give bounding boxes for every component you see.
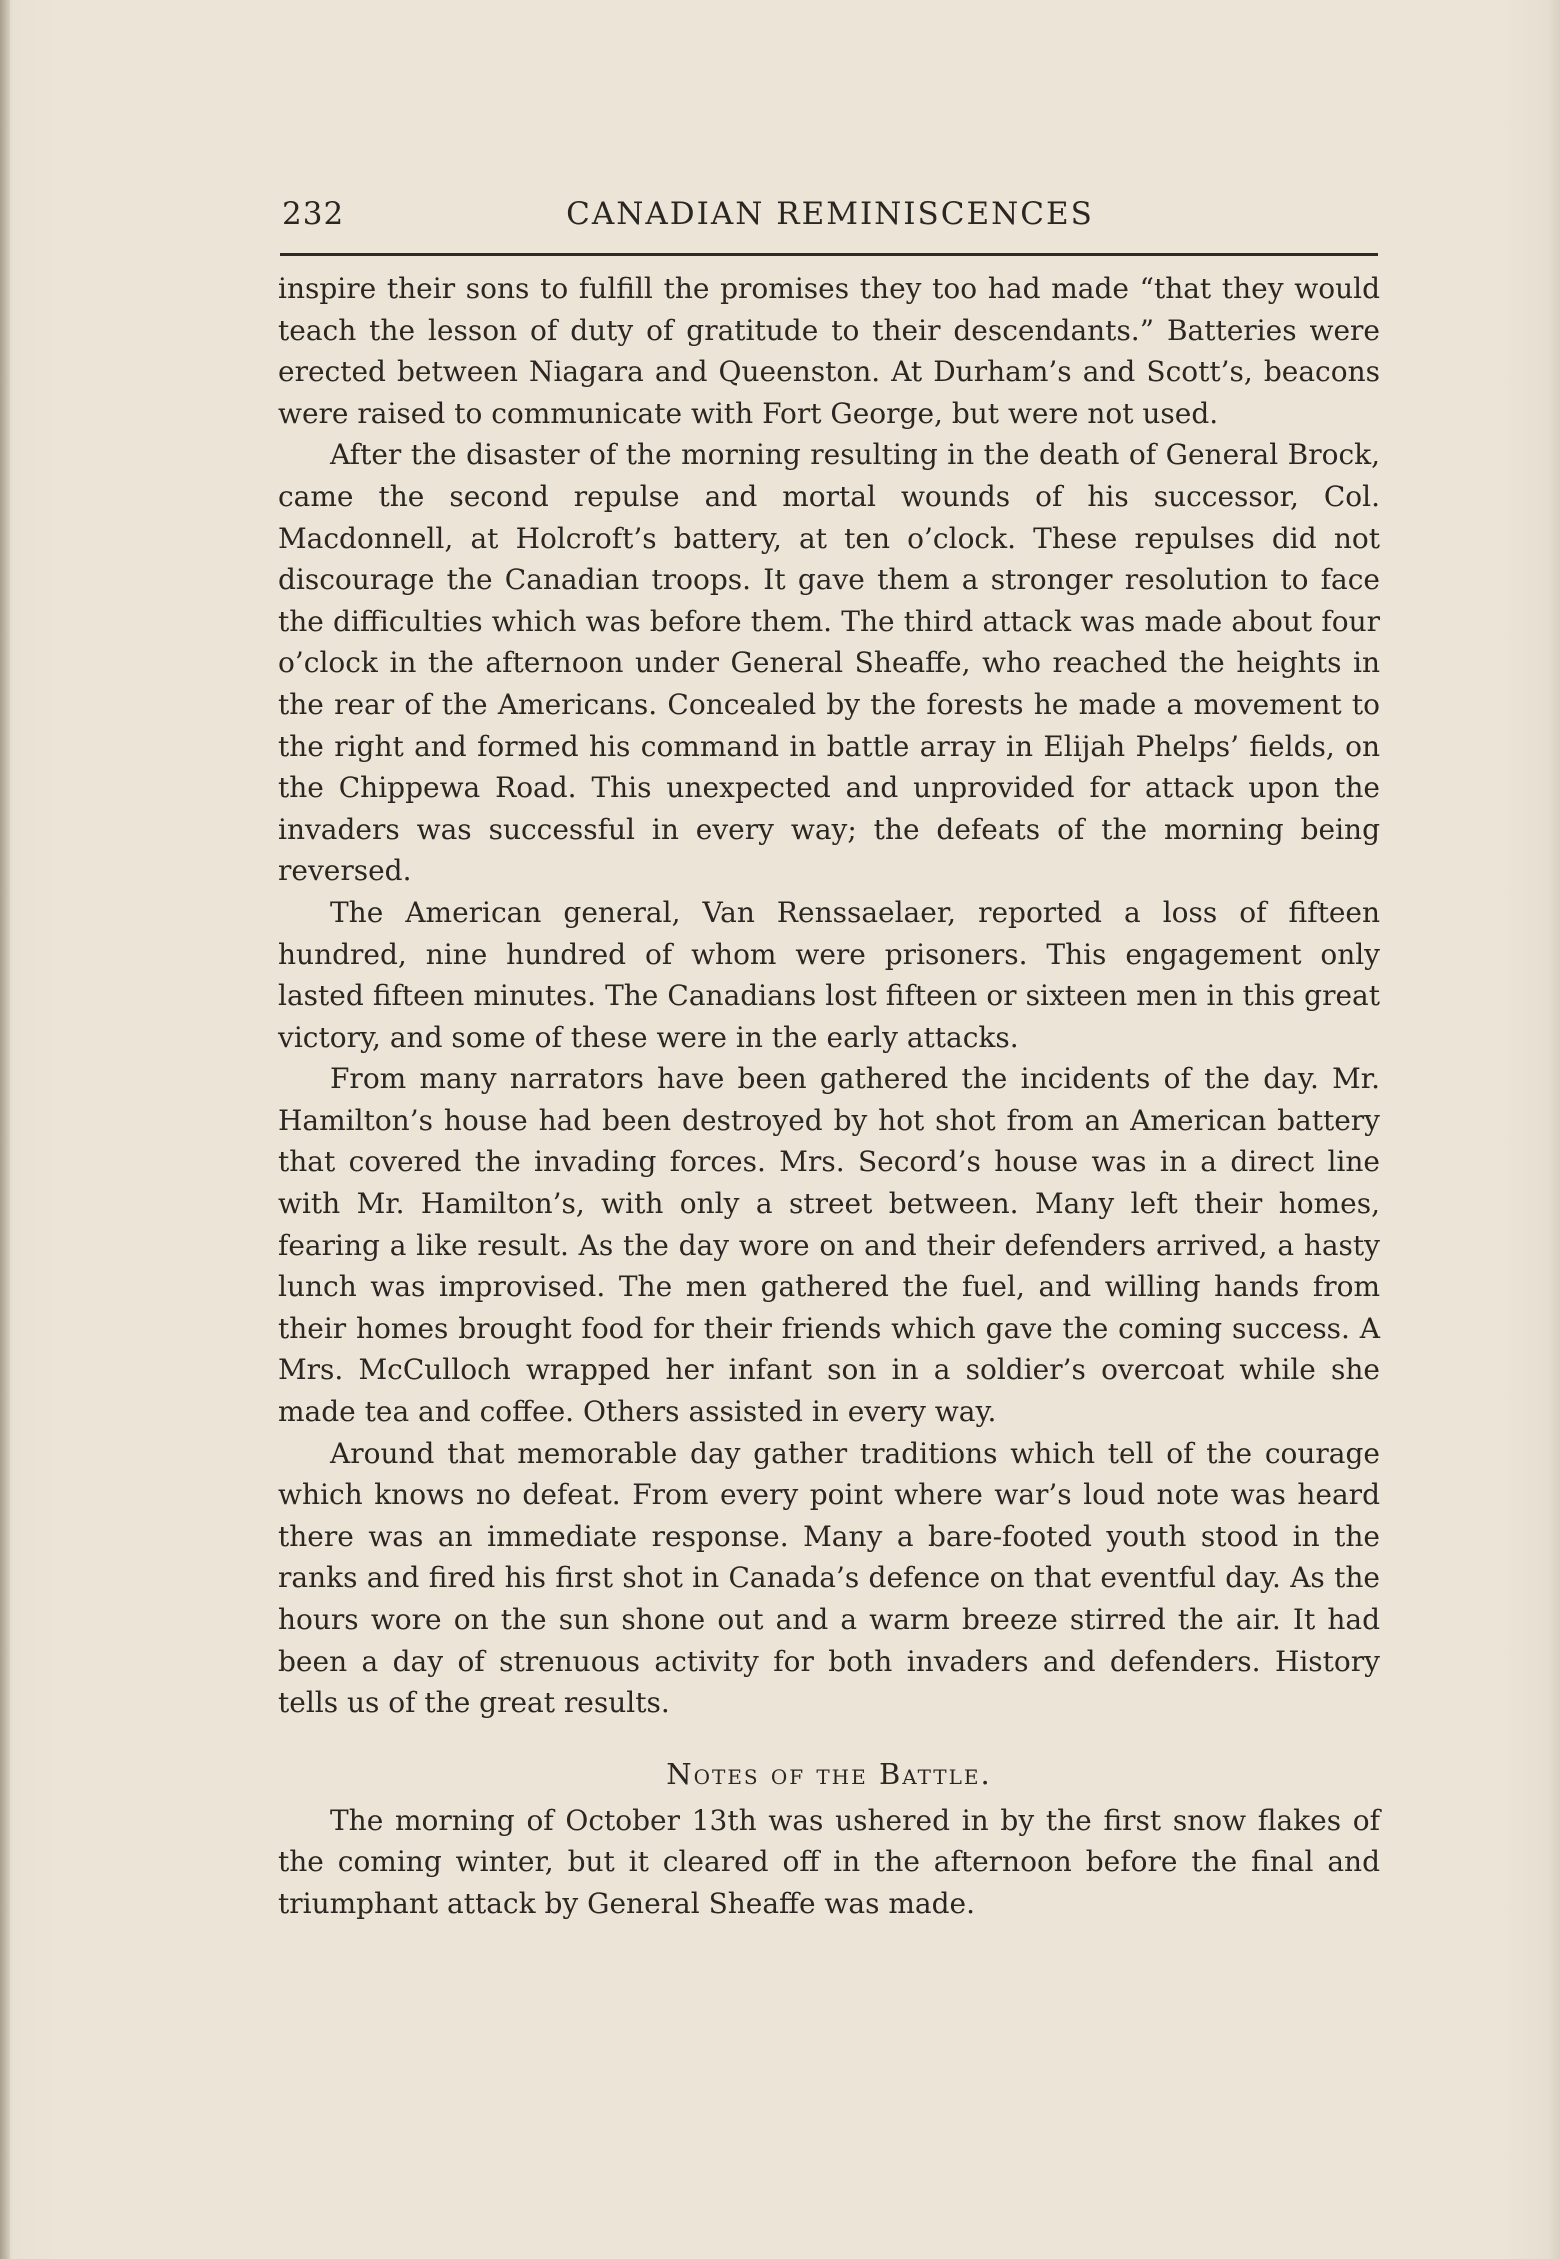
paragraph: After the disaster of the morning resulting in the death of General Brock, came the second repulse and mortal wounds of his successor, Col. Macdonnell, at Holcroft’s battery, at ten o’clock. These repulses did not discourage the Canadian troops. It gave them a stronger resolution to face the difficulties which was before them. The third attack was made about four o’clock in the afternoon under General Sheaffe, who reached the heights in the rear of the Americans. Concealed by the forests he made a movement to the right and formed his command in battle array in Elijah Phelps’ fields, on the Chippewa Road. This unexpected and unprovided for attack upon the invaders was successful in every way; the defeats of the morning being reversed. [278,438,1380,888]
running-head [282,196,1378,248]
binding-edge [0,0,10,2259]
body-text [278,268,1380,1925]
header-rule [280,253,1378,256]
paragraph: From many narrators have been gathered the incidents of the day. Mr. Hamilton’s house had been destroyed by hot shot from an American battery that covered the invading forces. Mrs. Secord’s house was in a direct line with Mr. Hamilton’s, with only a street between. Many left their homes, fearing a like result. As the day wore on and their defenders arrived, a hasty lunch was improvised. The men gathered the fuel, and willing hands from their homes brought food for their friends which gave the coming success. A Mrs. McCulloch wrapped her infant son in a soldier’s overcoat while she made tea and coffee. Others assisted in every way. [278,1062,1380,1429]
page-number: 232 [282,196,345,232]
section-heading: Notes of the Battle. [666,1756,992,1791]
paragraph: inspire their sons to fulfill the promises they too had made “that they would teach the lesson of duty of gratitude to their descendants.” Batteries were erected between Niagara and Queenston. At Durham’s and Scott’s, beacons were raised to communicate with Fort George, but were not used. [278,272,1380,430]
paragraph: The American general, Van Renssaelaer, reported a loss of fifteen hundred, nine hundred of whom were prisoners. This engagement only lasted fifteen minutes. The Canadians lost fifteen or sixteen men in this great victory, and some of these were in the early attacks. [278,895,1380,1054]
running-title: CANADIAN REMINISCENCES [566,196,1094,232]
paragraph: Around that memorable day gather traditions which tell of the courage which knows no defeat. From every point where war’s loud note was heard there was an immediate response. Many a bare-footed youth stood in the ranks and fired his first shot in Canada’s defence on that eventful day. As the hours wore on the sun shone out and a warm breeze stirred the air. It had been a day of strenuous activity for both invaders and defenders. History tells us of the great results. [278,1436,1380,1720]
paragraph: The morning of October 13th was ushered in by the first snow flakes of the coming winter, but it cleared off in the afternoon before the final and triumphant attack by General Sheaffe was made. [278,1803,1380,1920]
